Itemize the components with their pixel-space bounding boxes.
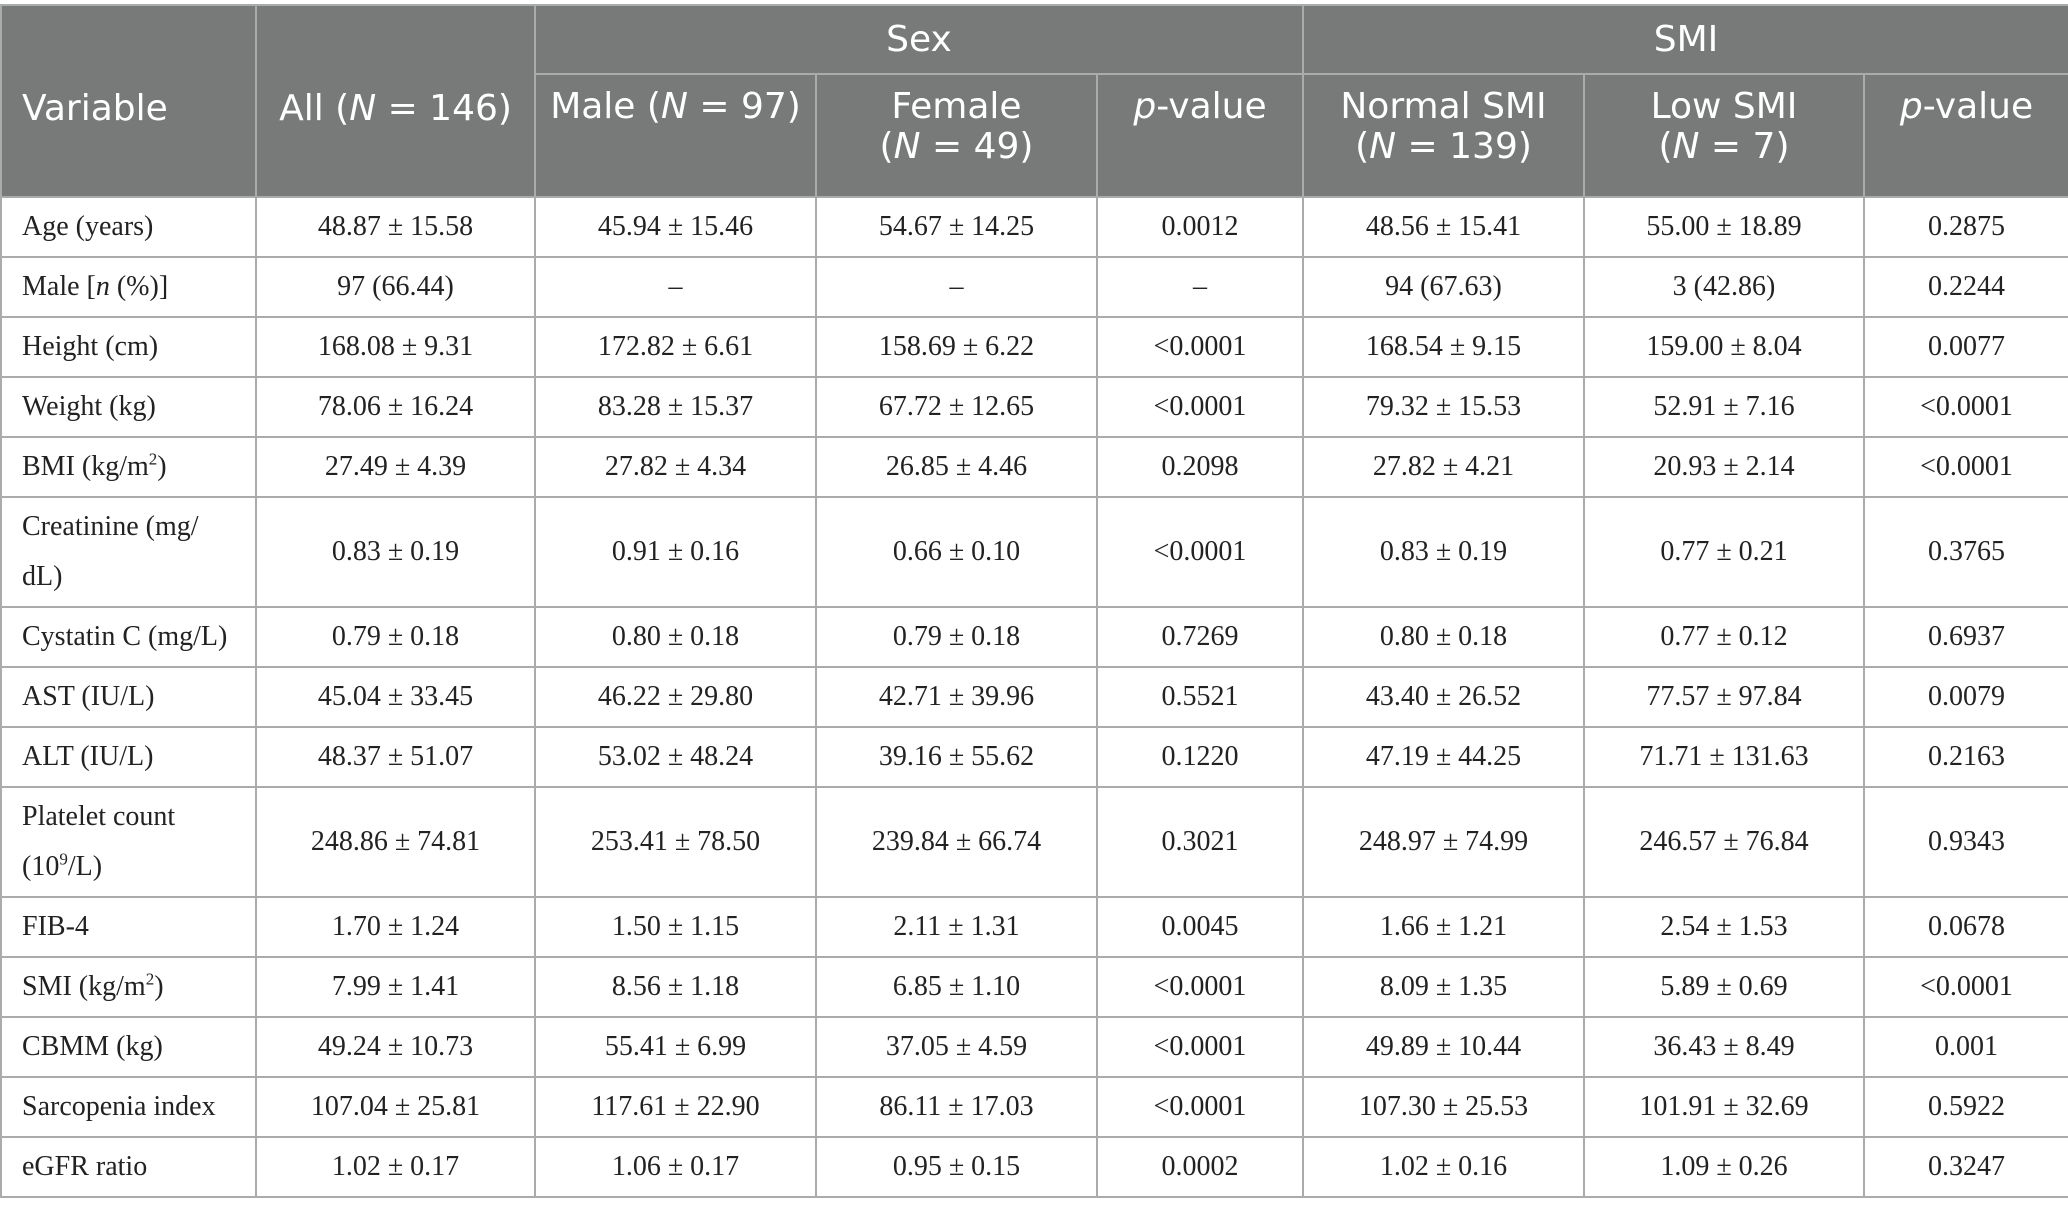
cell-male: – — [535, 257, 816, 317]
cell-smi-p-value: 0.2244 — [1864, 257, 2068, 317]
header-male: Male (N = 97) — [535, 74, 816, 197]
cell-smi-p-value: <0.0001 — [1864, 377, 2068, 437]
cell-male: 8.56 ± 1.18 — [535, 957, 816, 1017]
cell-low-smi: 52.91 ± 7.16 — [1584, 377, 1864, 437]
cell-smi-p-value: 0.0678 — [1864, 897, 2068, 957]
row-label: FIB-4 — [1, 897, 256, 957]
table-body — [1, 197, 2068, 1197]
cell-male: 53.02 ± 48.24 — [535, 727, 816, 787]
cell-normal-smi: 1.66 ± 1.21 — [1303, 897, 1584, 957]
row-label: Platelet count $(10^9/L)$ — [1, 787, 256, 897]
cell-all: 0.83 ± 0.19 — [256, 497, 535, 607]
header-variable: Variable — [1, 5, 256, 197]
cell-all: 7.99 ± 1.41 — [256, 957, 535, 1017]
cell-normal-smi: 168.54 ± 9.15 — [1303, 317, 1584, 377]
row-label: Male [n (%)] — [1, 257, 256, 317]
cell-female: – — [816, 257, 1097, 317]
cell-low-smi: 0.77 ± 0.12 — [1584, 607, 1864, 667]
cell-female: 2.11 ± 1.31 — [816, 897, 1097, 957]
row-label: Weight (kg) — [1, 377, 256, 437]
header-group-smi: SMI — [1303, 5, 2068, 74]
row-label: CBMM (kg) — [1, 1017, 256, 1077]
cell-smi-p-value: 0.0079 — [1864, 667, 2068, 727]
cell-female: 42.71 ± 39.96 — [816, 667, 1097, 727]
table-row — [1, 497, 2068, 607]
table-row — [1, 607, 2068, 667]
cell-sex-p-value: <0.0001 — [1097, 377, 1303, 437]
row-label: Cystatin C (mg/L) — [1, 607, 256, 667]
cell-male: 46.22 ± 29.80 — [535, 667, 816, 727]
cell-female: 158.69 ± 6.22 — [816, 317, 1097, 377]
cell-male: 172.82 ± 6.61 — [535, 317, 816, 377]
table-row — [1, 1137, 2068, 1197]
table-row — [1, 197, 2068, 257]
cell-sex-p-value: <0.0001 — [1097, 1017, 1303, 1077]
header-group-sex: Sex — [535, 5, 1303, 74]
row-label: Sarcopenia index — [1, 1077, 256, 1137]
cell-normal-smi: 43.40 ± 26.52 — [1303, 667, 1584, 727]
table-header — [1, 5, 2068, 197]
cell-smi-p-value: 0.2875 — [1864, 197, 2068, 257]
table-row — [1, 377, 2068, 437]
table-row — [1, 667, 2068, 727]
table-row — [1, 257, 2068, 317]
cell-normal-smi: 49.89 ± 10.44 — [1303, 1017, 1584, 1077]
cell-sex-p-value: 0.0045 — [1097, 897, 1303, 957]
cell-all: 48.37 ± 51.07 — [256, 727, 535, 787]
row-label: Height (cm) — [1, 317, 256, 377]
cell-female: 39.16 ± 55.62 — [816, 727, 1097, 787]
header-smi-p-value: p-value — [1864, 74, 2068, 197]
cell-low-smi: 101.91 ± 32.69 — [1584, 1077, 1864, 1137]
cell-normal-smi: 248.97 ± 74.99 — [1303, 787, 1584, 897]
cell-low-smi: 159.00 ± 8.04 — [1584, 317, 1864, 377]
row-label: SMI $(kg/m^2)$ — [1, 957, 256, 1017]
cell-normal-smi: 48.56 ± 15.41 — [1303, 197, 1584, 257]
cell-low-smi: 77.57 ± 97.84 — [1584, 667, 1864, 727]
cell-all: 1.02 ± 0.17 — [256, 1137, 535, 1197]
table-row — [1, 957, 2068, 1017]
cell-smi-p-value: 0.0077 — [1864, 317, 2068, 377]
cell-normal-smi: 8.09 ± 1.35 — [1303, 957, 1584, 1017]
cell-low-smi: 20.93 ± 2.14 — [1584, 437, 1864, 497]
cell-male: 117.61 ± 22.90 — [535, 1077, 816, 1137]
table-row — [1, 1017, 2068, 1077]
header-normal-smi: Normal SMI (N = 139) — [1303, 74, 1584, 197]
cell-low-smi: 3 (42.86) — [1584, 257, 1864, 317]
cell-smi-p-value: 0.6937 — [1864, 607, 2068, 667]
cell-smi-p-value: 0.3247 — [1864, 1137, 2068, 1197]
cell-low-smi: 55.00 ± 18.89 — [1584, 197, 1864, 257]
cell-female: 0.79 ± 0.18 — [816, 607, 1097, 667]
cell-male: 83.28 ± 15.37 — [535, 377, 816, 437]
cell-low-smi: 71.71 ± 131.63 — [1584, 727, 1864, 787]
row-label: ALT (IU/L) — [1, 727, 256, 787]
cell-low-smi: 246.57 ± 76.84 — [1584, 787, 1864, 897]
cell-female: 86.11 ± 17.03 — [816, 1077, 1097, 1137]
cell-all: 48.87 ± 15.58 — [256, 197, 535, 257]
cell-smi-p-value: 0.3765 — [1864, 497, 2068, 607]
cell-smi-p-value: 0.5922 — [1864, 1077, 2068, 1137]
cell-all: 1.70 ± 1.24 — [256, 897, 535, 957]
cell-normal-smi: 79.32 ± 15.53 — [1303, 377, 1584, 437]
cell-sex-p-value: <0.0001 — [1097, 317, 1303, 377]
header-sex-p-value: p-value — [1097, 74, 1303, 197]
cell-all: 168.08 ± 9.31 — [256, 317, 535, 377]
row-label: BMI $(kg/m^2)$ — [1, 437, 256, 497]
cell-all: 107.04 ± 25.81 — [256, 1077, 535, 1137]
cell-smi-p-value: <0.0001 — [1864, 957, 2068, 1017]
cell-all: 49.24 ± 10.73 — [256, 1017, 535, 1077]
cell-all: 248.86 ± 74.81 — [256, 787, 535, 897]
cell-sex-p-value: 0.0012 — [1097, 197, 1303, 257]
cell-all: 27.49 ± 4.39 — [256, 437, 535, 497]
cell-male: 45.94 ± 15.46 — [535, 197, 816, 257]
cell-low-smi: 5.89 ± 0.69 — [1584, 957, 1864, 1017]
cell-male: 1.06 ± 0.17 — [535, 1137, 816, 1197]
cell-normal-smi: 0.83 ± 0.19 — [1303, 497, 1584, 607]
cell-normal-smi: 47.19 ± 44.25 — [1303, 727, 1584, 787]
cell-smi-p-value: 0.001 — [1864, 1017, 2068, 1077]
cell-female: 54.67 ± 14.25 — [816, 197, 1097, 257]
row-label: Creatinine (mg/ dL) — [1, 497, 256, 607]
cell-low-smi: 36.43 ± 8.49 — [1584, 1017, 1864, 1077]
cell-sex-p-value: <0.0001 — [1097, 957, 1303, 1017]
cell-male: 0.80 ± 0.18 — [535, 607, 816, 667]
table-row — [1, 437, 2068, 497]
cell-sex-p-value: 0.5521 — [1097, 667, 1303, 727]
cell-smi-p-value: 0.2163 — [1864, 727, 2068, 787]
cell-female: 26.85 ± 4.46 — [816, 437, 1097, 497]
cell-smi-p-value: <0.0001 — [1864, 437, 2068, 497]
cell-sex-p-value: – — [1097, 257, 1303, 317]
cell-female: 67.72 ± 12.65 — [816, 377, 1097, 437]
cell-low-smi: 1.09 ± 0.26 — [1584, 1137, 1864, 1197]
cell-all: 0.79 ± 0.18 — [256, 607, 535, 667]
cell-normal-smi: 27.82 ± 4.21 — [1303, 437, 1584, 497]
cell-normal-smi: 1.02 ± 0.16 — [1303, 1137, 1584, 1197]
cell-female: 37.05 ± 4.59 — [816, 1017, 1097, 1077]
cell-sex-p-value: 0.3021 — [1097, 787, 1303, 897]
cell-sex-p-value: 0.2098 — [1097, 437, 1303, 497]
cell-sex-p-value: 0.0002 — [1097, 1137, 1303, 1197]
cell-male: 253.41 ± 78.50 — [535, 787, 816, 897]
header-female: Female (N = 49) — [816, 74, 1097, 197]
table-row — [1, 787, 2068, 897]
cell-sex-p-value: 0.7269 — [1097, 607, 1303, 667]
cell-all: 45.04 ± 33.45 — [256, 667, 535, 727]
cell-female: 0.66 ± 0.10 — [816, 497, 1097, 607]
cell-male: 27.82 ± 4.34 — [535, 437, 816, 497]
cell-male: 0.91 ± 0.16 — [535, 497, 816, 607]
cell-female: 6.85 ± 1.10 — [816, 957, 1097, 1017]
cell-sex-p-value: <0.0001 — [1097, 1077, 1303, 1137]
cell-female: 0.95 ± 0.15 — [816, 1137, 1097, 1197]
cell-smi-p-value: 0.9343 — [1864, 787, 2068, 897]
header-all: All (N = 146) — [256, 5, 535, 197]
cell-normal-smi: 0.80 ± 0.18 — [1303, 607, 1584, 667]
table-row — [1, 1077, 2068, 1137]
row-label: eGFR ratio — [1, 1137, 256, 1197]
cell-normal-smi: 107.30 ± 25.53 — [1303, 1077, 1584, 1137]
cell-all: 78.06 ± 16.24 — [256, 377, 535, 437]
header-low-smi: Low SMI (N = 7) — [1584, 74, 1864, 197]
row-label: Age (years) — [1, 197, 256, 257]
cell-male: 1.50 ± 1.15 — [535, 897, 816, 957]
cell-low-smi: 0.77 ± 0.21 — [1584, 497, 1864, 607]
cell-female: 239.84 ± 66.74 — [816, 787, 1097, 897]
data-table — [0, 4, 2068, 1198]
table-row — [1, 727, 2068, 787]
cell-sex-p-value: 0.1220 — [1097, 727, 1303, 787]
row-label: AST (IU/L) — [1, 667, 256, 727]
cell-sex-p-value: <0.0001 — [1097, 497, 1303, 607]
table-row — [1, 317, 2068, 377]
table-row — [1, 897, 2068, 957]
cell-low-smi: 2.54 ± 1.53 — [1584, 897, 1864, 957]
cell-normal-smi: 94 (67.63) — [1303, 257, 1584, 317]
cell-male: 55.41 ± 6.99 — [535, 1017, 816, 1077]
cell-all: 97 (66.44) — [256, 257, 535, 317]
